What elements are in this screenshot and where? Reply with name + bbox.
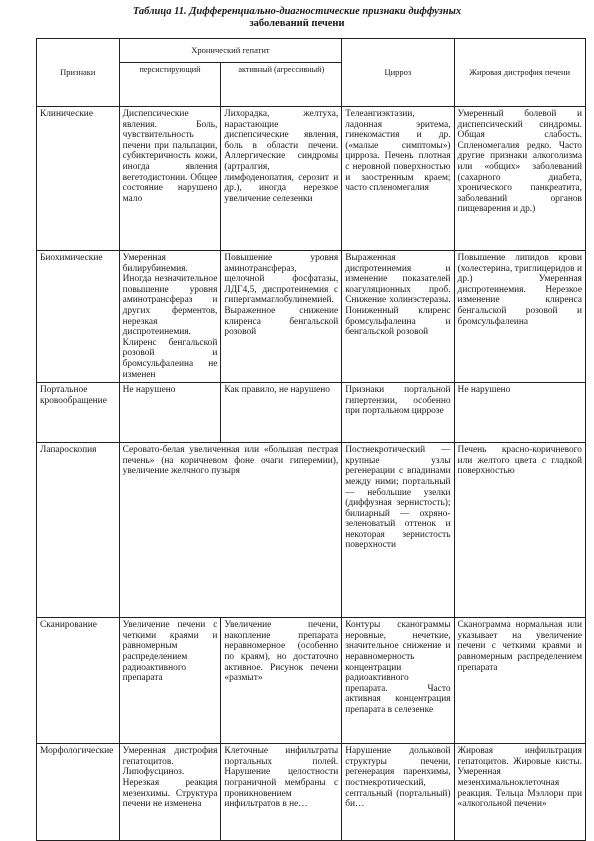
cell-morphological-active: Клеточные инфильтраты портальных полей. Нарушение целостности пограничной мембраны с проникновением инфильтратов в не… (221, 744, 342, 841)
cell-scanning-cirrhosis: Контуры сканограммы неровные, нечеткие, значительное снижение и неравномерность концентрации радиоактивного препарата. Часто активная концентрация препарата в селезенке (342, 618, 454, 744)
row-label-clinical: Клинические (37, 107, 120, 251)
table-row (37, 443, 586, 618)
cell-portal-persistent: Не нарушено (119, 383, 221, 443)
cell-biochemical-persistent: Умеренная билирубинемия. Иногда незначительное повышение уровня аминотрансфераз и других ферментов, нерезкая диспротеинемия. Клиренс бенгальской розовой и бромсульфалеина не изменен (119, 251, 221, 383)
cell-clinical-persistent: Диспепсические явления. Боль, чувствительность печени при пальпации, субиктеричность кожи, иногда явления вегетодистонии. Общее состояние нарушено мало (119, 107, 221, 251)
row-label-laparoscopy: Лапароскопия (37, 443, 120, 618)
table-row (37, 383, 586, 443)
cell-scanning-persistent: Увеличение печени с четкими краями и равномерным распределением радиоактивного препарата (119, 618, 221, 744)
header-persistent: персистирующий (119, 63, 221, 107)
cell-morphological-fatty: Жировая инфильтрация гепатоцитов. Жировые кисты. Умеренная мезенхимальноклеточная реакция. Тельца Мэллори при «алкогольной печени» (454, 744, 585, 841)
cell-biochemical-active: Повышение уровня аминотрансфераз, щелочной фосфатазы, ЛДГ4,5, диспротеинемия с гипергаммаглобулинемией. Выраженное снижение клиренса бенгальской розовой (221, 251, 342, 383)
header-chronic-hepatitis: Хронический гепатит (119, 39, 342, 63)
header-fatty-dystrophy: Жировая дистрофия печени (454, 39, 585, 107)
header-signs: Признаки (37, 39, 120, 107)
cell-biochemical-fatty: Повышение липидов крови (холестерина, триглицеридов и др.) Умеренная диспротеинемия. Нерезкое изменение клиренса бенгальской розовой и бромсульфалеина (454, 251, 585, 383)
cell-laparoscopy-cirrhosis: Постнекротический — крупные узлы регенерации с впадинами между ними; портальный — небольшие узелки (диффузная зернистость); билиарный — охряно-зеленоватый оттенок и некоторая зернистость поверхности (342, 443, 454, 618)
table-row (37, 744, 586, 841)
cell-clinical-fatty: Умеренный болевой и диспепсический синдромы. Общая слабость. Спленомегалия редко. Часто другие признаки алкоголизма или «общих» заболеваний (сахарного диабета, хронического панкреатита, заболеваний органов пищеварения и др.) (454, 107, 585, 251)
table-row (37, 251, 586, 383)
cell-laparoscopy-hepatitis: Серовато-белая увеличенная или «большая пестрая печень» (на коричневом фоне очаги гиперемии), увеличение желчного пузыря (119, 443, 342, 618)
table-row (37, 618, 586, 744)
table-title (0, 6, 594, 30)
cell-morphological-persistent: Умеренная дистрофия гепатоцитов. Липофусциноз. Нерезкая реакция мезенхимы. Структура печени не изменена (119, 744, 221, 841)
row-label-scanning: Сканирование (37, 618, 120, 744)
cell-scanning-active: Увеличение печени, накопление препарата неравномерное (особенно по краям), но достаточно активное. Рисунок печени «размыт» (221, 618, 342, 744)
cell-biochemical-cirrhosis: Выраженная диспротеинемия и изменение показателей коагуляционных проб. Снижение холинэстеразы. Пониженный клиренс бромсульфалеина и бенгальской розовой (342, 251, 454, 383)
header-active: активный (агрессивный) (221, 63, 342, 107)
cell-clinical-active: Лихорадка, желтуха, нарастающие диспепсические явления, боль в области печени. Аллергические синдромы (артралгия, лимфоденопатия, серозит и др.), иногда нерезкое увеличение селезенки (221, 107, 342, 251)
cell-portal-active: Как правило, не нарушено (221, 383, 342, 443)
diagnostic-table (36, 38, 586, 841)
cell-laparoscopy-fatty: Печень красно-коричневого или желтого цвета с гладкой поверхностью (454, 443, 585, 618)
cell-clinical-cirrhosis: Телеангиэктазии, ладонная эритема, гинекомастия и др. («малые симптомы») цирроза. Печень плотная с неровной поверхностью и заостренным краем; часто спленомегалия (342, 107, 454, 251)
cell-portal-cirrhosis: Признаки портальной гипертензии, особенно при портальном циррозе (342, 383, 454, 443)
row-label-morphological: Морфологические (37, 744, 120, 841)
table-title-line2: заболеваний печени (249, 18, 345, 29)
cell-morphological-cirrhosis: Нарушение дольковой структуры печени, регенерация паренхимы, постнекротический, септальный (портальный) би… (342, 744, 454, 841)
header-cirrhosis: Цирроз (342, 39, 454, 107)
cell-portal-fatty: Не нарушено (454, 383, 585, 443)
table-row (37, 107, 586, 251)
table-title-line1: Таблица 11. Дифференциально-диагностические признаки диффузных (132, 6, 462, 17)
row-label-biochemical: Биохимические (37, 251, 120, 383)
cell-scanning-fatty: Сканограмма нормальная или указывает на увеличение печени с четкими краями и равномерным распределением препарата (454, 618, 585, 744)
row-label-portal: Портальное кровообращение (37, 383, 120, 443)
